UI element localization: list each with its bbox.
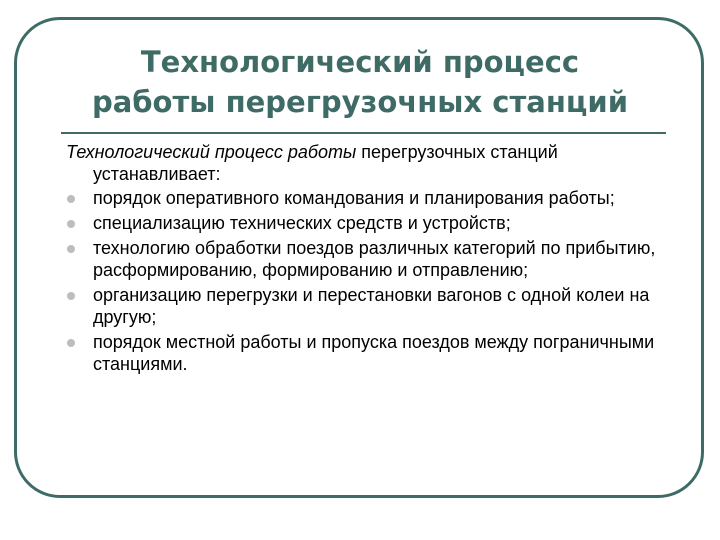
list-item	[66, 187, 666, 209]
slide-title	[40, 42, 680, 122]
intro-italic-text: Технологический процесс работы	[66, 142, 357, 162]
intro-paragraph	[66, 141, 666, 185]
list-item-text: организацию перегрузки и перестановки вагонов с одной колеи на другую;	[93, 285, 650, 327]
bullet-icon	[67, 292, 75, 300]
list-item	[66, 331, 666, 375]
bullet-icon	[67, 195, 75, 203]
list-item-text: порядок местной работы и пропуска поездов между пограничными станциями.	[93, 332, 655, 374]
title-line-1: Технологический процесс	[140, 45, 580, 79]
list-item	[66, 237, 666, 281]
bullet-icon	[67, 220, 75, 228]
bullet-icon	[67, 245, 75, 253]
bullet-list	[66, 187, 666, 375]
bullet-icon	[67, 339, 75, 347]
intro-rest-text: перегрузочных станций устанавливает:	[93, 142, 558, 184]
list-item-text: специализацию технических средств и устройств;	[93, 213, 511, 233]
title-divider	[61, 132, 666, 134]
title-line-2: работы перегрузочных станций	[91, 85, 629, 119]
list-item-text: порядок оперативного командования и планирования работы;	[93, 188, 615, 208]
list-item	[66, 212, 666, 234]
slide-body	[66, 141, 666, 378]
list-item-text: технологию обработки поездов различных категорий по прибытию, расформированию, формированию и отправлению;	[93, 238, 656, 280]
list-item	[66, 284, 666, 328]
